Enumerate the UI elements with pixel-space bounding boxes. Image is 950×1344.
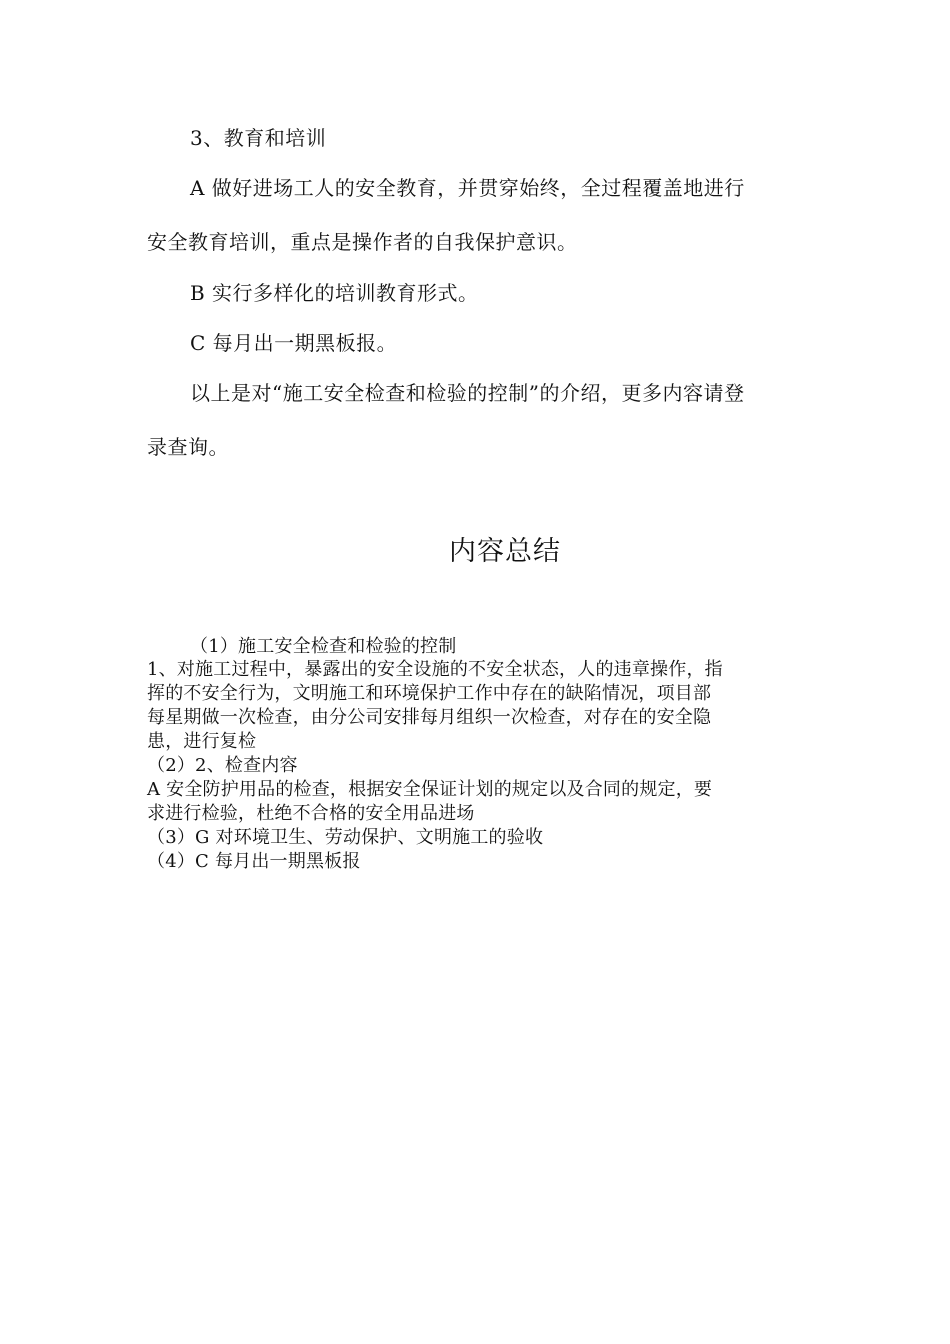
summary-line: （1）施工安全检查和检验的控制 [190,636,457,657]
summary-line: （4）C 每月出一期黑板报 [147,851,361,872]
closing-line-2: 录查询。 [147,435,229,459]
summary-line: A 安全防护用品的检查，根据安全保证计划的规定以及合同的规定，要 [147,779,713,800]
summary-line: 患，进行复检 [147,731,257,752]
summary-line: 每星期做一次检查，由分公司安排每月组织一次检查，对存在的安全隐 [147,707,712,728]
paragraph-b: B 实行多样化的培训教育形式。 [190,281,479,305]
summary-line: （2）2、检查内容 [147,755,298,776]
closing-line-1: 以上是对“施工安全检查和检验的控制”的介绍，更多内容请登 [190,381,745,405]
summary-line: 求进行检验，杜绝不合格的安全用品进场 [147,803,475,824]
paragraph-a-line-2: 安全教育培训，重点是操作者的自我保护意识。 [147,230,578,254]
summary-title: 内容总结 [449,536,561,567]
summary-line: 挥的不安全行为，文明施工和环境保护工作中存在的缺陷情况，项目部 [147,683,712,704]
summary-line: （3）G 对环境卫生、劳动保护、文明施工的验收 [147,827,544,848]
summary-line: 1、对施工过程中，暴露出的安全设施的不安全状态，人的违章操作，指 [147,659,723,680]
paragraph-a-line-1: A 做好进场工人的安全教育，并贯穿始终，全过程覆盖地进行 [190,176,745,200]
section-heading: 3、教育和培训 [190,126,327,150]
paragraph-c: C 每月出一期黑板报。 [190,331,398,355]
